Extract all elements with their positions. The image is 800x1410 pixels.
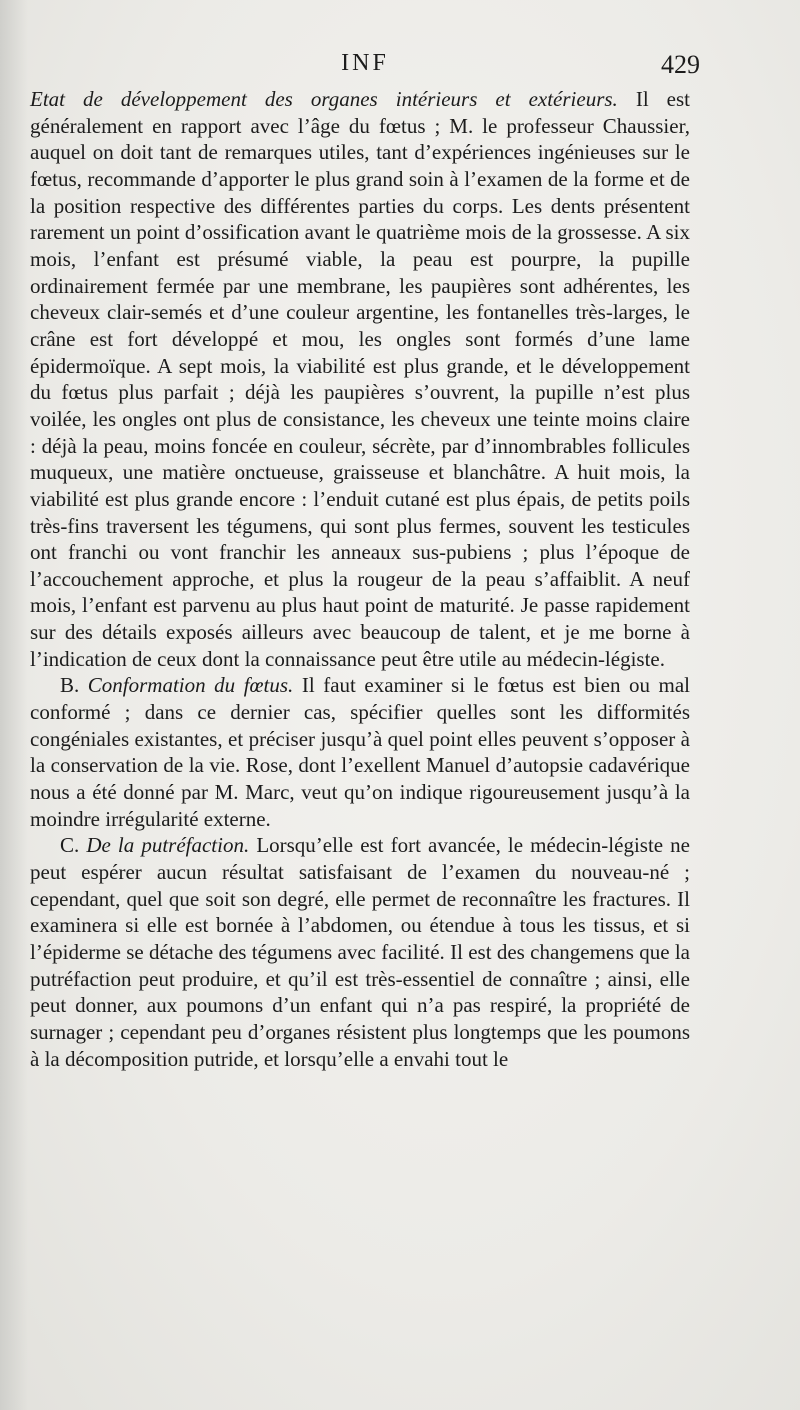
gutter-shadow — [0, 0, 28, 1410]
text-column — [30, 86, 690, 1072]
paragraph-body: Lorsqu’elle est fort avancée, le médecin-légiste ne peut espérer aucun résultat satisfaisant de l’examen du nouveau-né ; cependant, quel que soit son degré, elle permet de reconnaître les fractures. Il examinera si elle est bornée à l’abdomen, ou étendue à tous les tissus, et si l’épiderme se détache des tégumens avec facilité. Il est des changemens que la putréfaction peut produire, et qu’il est très-essentiel de connaître ; ainsi, elle peut donner, aux poumons d’un enfant qui n’a pas respiré, la propriété de surnager ; cependant peu d’organes résistent plus longtemps que les poumons à la décomposition putride, et lorsqu’elle a envahi tout le — [30, 833, 690, 1071]
paragraph-heading: Etat de développement des organes intérieurs et extérieurs. — [30, 87, 618, 111]
running-head — [30, 50, 700, 90]
paragraph-development — [30, 86, 690, 672]
paragraph-heading: Conformation du fœtus. — [87, 673, 294, 698]
paragraph-conformation — [30, 672, 690, 832]
running-head-word: INF — [341, 50, 389, 76]
paragraph-label: B. — [60, 673, 88, 698]
paragraph-body: Il faut examiner si le fœtus est bien ou mal conformé ; dans ce dernier cas, spécifier quelles sont les difformités congéniales existantes, et préciser jusqu’à quel point elles peuvent s’opposer à la conservation de la vie. Rose, dont l’exellent Manuel d’autopsie cadavérique nous a été donné par M. Marc, veut qu’on indique rigoureusement jusqu’à la moindre irrégularité externe. — [30, 673, 691, 831]
paragraph-heading: De la putréfaction. — [86, 833, 250, 858]
page-number: 429 — [661, 50, 700, 79]
paragraph-label: C. — [60, 833, 87, 858]
paragraph-body: Il est généralement en rapport avec l’âge du fœtus ; M. le professeur Chaussier, auquel on doit tant de remarques utiles, tant d’expériences ingénieuses sur le fœtus, recommande d’apporter le plus grand soin à l’examen de la forme et de la position respective des différentes parties du corps. Les dents présentent rarement un point d’ossification avant le quatrième mois de la grossesse. A six mois, l’enfant est présumé viable, la peau est pourpre, la pupille ordinairement fermée par une membrane, les paupières sont adhérentes, les cheveux clair-semés et d’une couleur argentine, les fontanelles très-larges, le crâne est fort développé et mou, les ongles sont formés d’une lame épidermoïque. A sept mois, la viabilité est plus grande, et le développement du fœtus plus parfait ; déjà les paupières s’ouvrent, la pupille n’est plus voilée, les ongles ont plus de consistance, les cheveux une teinte moins claire : déjà la peau, moins foncée en couleur, sécrète, par d’innombrables follicules muqueux, une matière onctueuse, graisseuse et blanchâtre. A huit mois, la viabilité est plus grande encore : l’enduit cutané est plus épais, de petits poils très-fins traversent les tégumens, qui sont plus fermes, souvent les testicules ont franchi ou vont franchir les anneaux sus-pubiens ; plus l’époque de l’accouchement approche, et plus la rougeur de la peau s’affaiblit. A neuf mois, l’enfant est parvenu au plus haut point de maturité. Je passe rapidement sur des détails exposés ailleurs avec beaucoup de talent, et je me borne à l’indication de ceux dont la connaissance peut être utile au médecin-légiste. — [30, 87, 691, 671]
paragraph-putrefaction — [30, 832, 690, 1072]
